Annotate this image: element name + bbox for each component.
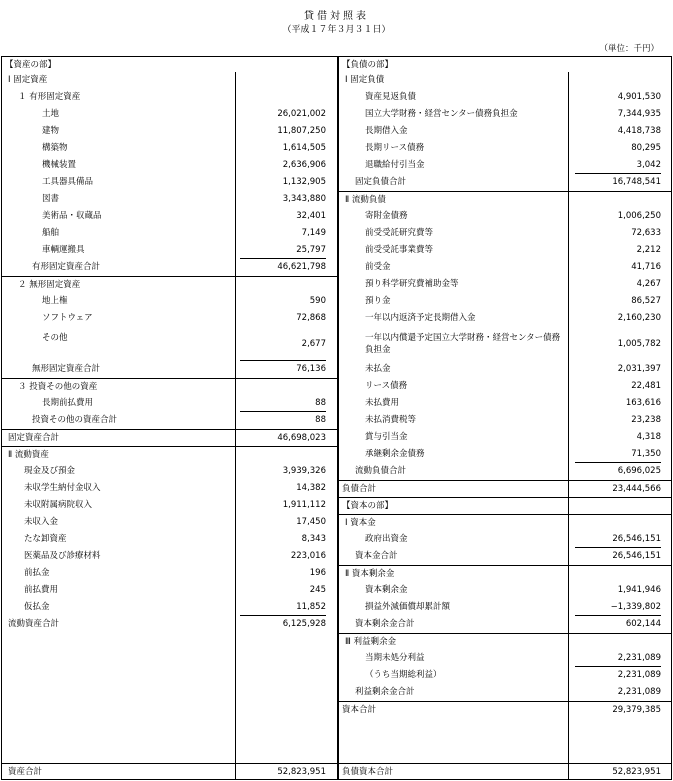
row-label: 構築物	[42, 143, 68, 153]
table-row	[339, 616, 671, 633]
table-row	[2, 327, 337, 361]
row-label: ３ 投資その他の資産	[18, 382, 98, 392]
row-label: 長期リース債務	[365, 143, 425, 153]
row-value: 80,295	[631, 143, 661, 153]
row-label: 預り金	[365, 296, 391, 306]
table-row	[339, 293, 671, 310]
row-label: Ⅱ 資本剰余金	[345, 569, 395, 579]
row-label: たな卸資産	[24, 534, 67, 544]
table-row	[339, 633, 671, 651]
row-label: 車輌運搬具	[42, 245, 85, 255]
row-value: 11,852	[296, 602, 326, 612]
row-label: 土地	[42, 109, 60, 119]
table-row	[2, 378, 337, 396]
row-value: 163,616	[625, 398, 661, 408]
row-label: 有形固定資産合計	[32, 262, 101, 272]
table-row	[339, 140, 671, 157]
row-value: 88	[315, 398, 326, 408]
liabilities-equity-total-row	[339, 763, 671, 781]
row-label: 仮払金	[24, 602, 50, 612]
table-row	[339, 327, 671, 361]
row-label: 船舶	[42, 228, 60, 238]
row-value: 86,527	[631, 296, 661, 306]
row-value: 88	[315, 415, 326, 425]
row-value: 4,318	[636, 432, 661, 442]
row-value: 4,267	[636, 279, 661, 289]
row-label: 機械装置	[42, 160, 77, 170]
row-label: 医薬品及び診療材料	[24, 551, 101, 561]
row-value: 2,231,089	[617, 653, 661, 663]
row-value: 4,418,738	[617, 126, 661, 136]
table-row	[339, 582, 671, 599]
table-row	[339, 191, 671, 209]
row-value: 1,941,946	[617, 585, 661, 595]
row-value: 26,546,151	[612, 534, 661, 544]
table-row	[339, 565, 671, 583]
row-label: （うち当期総利益）	[365, 670, 442, 680]
row-label: 資本合計	[342, 705, 377, 715]
table-row	[2, 242, 337, 259]
row-value: 14,382	[296, 483, 326, 493]
row-value: 26,021,002	[277, 109, 326, 119]
row-label: Ⅲ 利益剰余金	[345, 637, 397, 647]
table-row	[339, 310, 671, 327]
table-row	[2, 208, 337, 225]
row-label: 前受受託事業費等	[365, 245, 434, 255]
table-row	[2, 157, 337, 174]
table-row	[339, 72, 671, 89]
row-value: 41,716	[631, 262, 661, 272]
table-row	[2, 174, 337, 191]
row-label: 資本剰余金	[365, 585, 408, 595]
row-label: 長期前払費用	[42, 398, 94, 408]
table-row	[2, 106, 337, 123]
table-row	[2, 582, 337, 599]
table-row	[2, 123, 337, 140]
table-row	[339, 548, 671, 565]
page-title: 貸借対照表	[304, 11, 369, 22]
table-row	[2, 497, 337, 514]
assets-total-label: 資産合計	[8, 767, 43, 777]
table-row	[339, 395, 671, 412]
table-row	[2, 616, 337, 633]
row-label: 流動負債合計	[355, 466, 407, 476]
table-row	[2, 259, 337, 276]
row-value: 1,005,782	[617, 339, 661, 349]
row-value: 46,698,023	[277, 433, 326, 443]
row-value: 590	[309, 296, 326, 306]
table-row	[339, 514, 671, 532]
row-value: 7,149	[301, 228, 326, 238]
row-value: 23,238	[631, 415, 661, 425]
table-row	[2, 191, 337, 208]
row-value: 2,212	[636, 245, 661, 255]
row-label: 前受金	[365, 262, 391, 272]
row-label: 長期借入金	[365, 126, 408, 136]
table-row	[2, 293, 337, 310]
row-label: 退職給付引当金	[365, 160, 425, 170]
row-label: 工具器具備品	[42, 177, 94, 187]
table-row	[339, 701, 671, 719]
row-label: 未収附属病院収入	[24, 500, 93, 510]
row-value: 1,614,505	[282, 143, 326, 153]
row-label: 資本金合計	[355, 551, 398, 561]
row-value: 7,344,935	[617, 109, 661, 119]
row-label: 賞与引当金	[365, 432, 408, 442]
table-row	[339, 497, 671, 515]
liabilities-equity-total-value: 52,823,951	[612, 767, 661, 777]
row-label: Ⅱ 流動負債	[345, 195, 386, 205]
row-value: 1,132,905	[282, 177, 326, 187]
table-row	[339, 684, 671, 701]
assets-total-value: 52,823,951	[277, 767, 326, 777]
row-label: 無形固定資産合計	[32, 364, 101, 374]
row-label: 一年以内返済予定長期借入金	[365, 313, 476, 323]
row-value: −1,339,802	[610, 602, 661, 612]
row-value: 6,125,928	[282, 619, 326, 629]
table-row	[339, 412, 671, 429]
row-value: 11,807,250	[277, 126, 326, 136]
row-label: 固定資産合計	[8, 433, 60, 443]
row-label: 前払金	[24, 568, 50, 578]
row-value: 26,546,151	[612, 551, 661, 561]
table-row	[2, 276, 337, 294]
table-row	[2, 310, 337, 327]
row-label: 前受受託研究費等	[365, 228, 434, 238]
row-label: 損益外減価償却累計額	[365, 602, 451, 612]
row-value: 2,636,906	[282, 160, 326, 170]
assets-panel	[1, 56, 338, 780]
table-row	[2, 412, 337, 429]
row-label: 美術品・収蔵品	[42, 211, 102, 221]
table-row	[2, 446, 337, 464]
row-value: 3,343,880	[282, 194, 326, 204]
row-label: 現金及び預金	[24, 466, 76, 476]
row-label: 預り科学研究費補助金等	[365, 279, 459, 289]
table-row	[2, 429, 337, 447]
row-value: 72,633	[631, 228, 661, 238]
row-label: 国立大学財務・経営センター債務負担金	[365, 109, 518, 119]
row-label: リース債務	[365, 381, 408, 391]
row-label: 【資本の部】	[342, 501, 394, 511]
row-value: 1,911,112	[282, 500, 326, 510]
row-value: 46,621,798	[277, 262, 326, 272]
table-row	[339, 446, 671, 463]
row-value: 602,144	[625, 619, 661, 629]
table-row	[2, 72, 337, 89]
row-value: 245	[309, 585, 326, 595]
row-label: ソフトウェア	[42, 313, 93, 323]
row-label: 固定負債合計	[355, 177, 407, 187]
row-value: 2,231,089	[617, 670, 661, 680]
row-label: 前払費用	[24, 585, 59, 595]
row-label: 資本剰余金合計	[355, 619, 415, 629]
row-label: Ⅰ 固定資産	[8, 75, 48, 85]
statement-date: （平成１７年３月３１日）	[282, 25, 391, 35]
row-label: 図書	[42, 194, 60, 204]
table-row	[339, 276, 671, 293]
row-value: 2,231,089	[617, 687, 661, 697]
row-label: 地上権	[42, 296, 68, 306]
table-row	[339, 259, 671, 276]
table-row	[2, 225, 337, 242]
table-row	[339, 106, 671, 123]
table-row	[339, 378, 671, 395]
row-label: 未払費用	[365, 398, 400, 408]
table-row	[339, 531, 671, 548]
table-row	[339, 89, 671, 106]
table-row	[2, 89, 337, 106]
row-label: 当期未処分利益	[365, 653, 425, 663]
table-row	[339, 463, 671, 480]
row-label: 承継剰余金債務	[365, 449, 425, 459]
table-row	[339, 242, 671, 259]
row-value: 2,160,230	[617, 313, 661, 323]
table-row	[339, 174, 671, 191]
row-value: 2,031,397	[617, 364, 661, 374]
row-label: 利益剰余金合計	[355, 687, 415, 697]
row-value: 22,481	[631, 381, 661, 391]
row-label: 寄附金債務	[365, 211, 408, 221]
table-row	[339, 225, 671, 242]
table-row	[339, 157, 671, 174]
row-label: 未払消費税等	[365, 415, 417, 425]
table-row	[2, 140, 337, 157]
row-value: 223,016	[290, 551, 326, 561]
row-value: 32,401	[296, 211, 326, 221]
row-label: 流動資産合計	[8, 619, 60, 629]
row-label: 負債合計	[342, 484, 377, 494]
row-value: 3,939,326	[282, 466, 326, 476]
unit-label: （単位：千円）	[599, 44, 659, 54]
table-row	[2, 514, 337, 531]
liabilities-equity-total-label: 負債資本合計	[342, 767, 394, 777]
row-label: Ⅱ 流動資産	[8, 450, 49, 460]
table-row	[339, 208, 671, 225]
row-value: 76,136	[296, 364, 326, 374]
table-row	[2, 361, 337, 378]
row-value: 8,343	[301, 534, 326, 544]
table-row	[2, 565, 337, 582]
assets-heading: 【資産の部】	[5, 60, 57, 70]
table-row	[339, 480, 671, 498]
row-label: 資産見返負債	[365, 92, 417, 102]
row-value: 4,901,530	[617, 92, 661, 102]
table-row	[339, 667, 671, 684]
assets-total-row	[2, 763, 337, 781]
row-label: 未払金	[365, 364, 391, 374]
row-label: Ⅰ 固定負債	[345, 75, 385, 85]
table-row	[339, 123, 671, 140]
row-label: ２ 無形固定資産	[18, 280, 81, 290]
table-row	[339, 361, 671, 378]
row-value: 3,042	[636, 160, 661, 170]
row-value: 17,450	[296, 517, 326, 527]
table-row	[339, 650, 671, 667]
row-value: 6,696,025	[617, 466, 661, 476]
row-label: １ 有形固定資産	[18, 92, 81, 102]
row-label: 未収学生納付金収入	[24, 483, 101, 493]
row-value: 25,797	[296, 245, 326, 255]
table-row	[2, 599, 337, 616]
row-value: 23,444,566	[612, 484, 661, 494]
table-row	[2, 463, 337, 480]
row-label: Ⅰ 資本金	[345, 518, 376, 528]
row-value: 72,868	[296, 313, 326, 323]
table-row	[2, 480, 337, 497]
row-value: 71,350	[631, 449, 661, 459]
row-label: 一年以内償還予定国立大学財務・経営センター債務負担金	[365, 333, 561, 355]
liabilities-equity-panel	[338, 56, 672, 780]
row-value: 196	[309, 568, 326, 578]
row-label: 建物	[42, 126, 60, 136]
table-row	[339, 429, 671, 446]
row-label: その他	[42, 333, 68, 343]
table-row	[2, 395, 337, 412]
row-label: 政府出資金	[365, 534, 408, 544]
row-value: 2,677	[301, 339, 326, 349]
table-row	[2, 548, 337, 565]
table-row	[2, 531, 337, 548]
row-label: 投資その他の資産合計	[32, 415, 118, 425]
row-value: 16,748,541	[612, 177, 661, 187]
row-label: 未収入金	[24, 517, 59, 527]
table-row	[339, 599, 671, 616]
row-value: 1,006,250	[617, 211, 661, 221]
liabilities-heading: 【負債の部】	[342, 60, 394, 70]
row-value: 29,379,385	[612, 705, 661, 715]
